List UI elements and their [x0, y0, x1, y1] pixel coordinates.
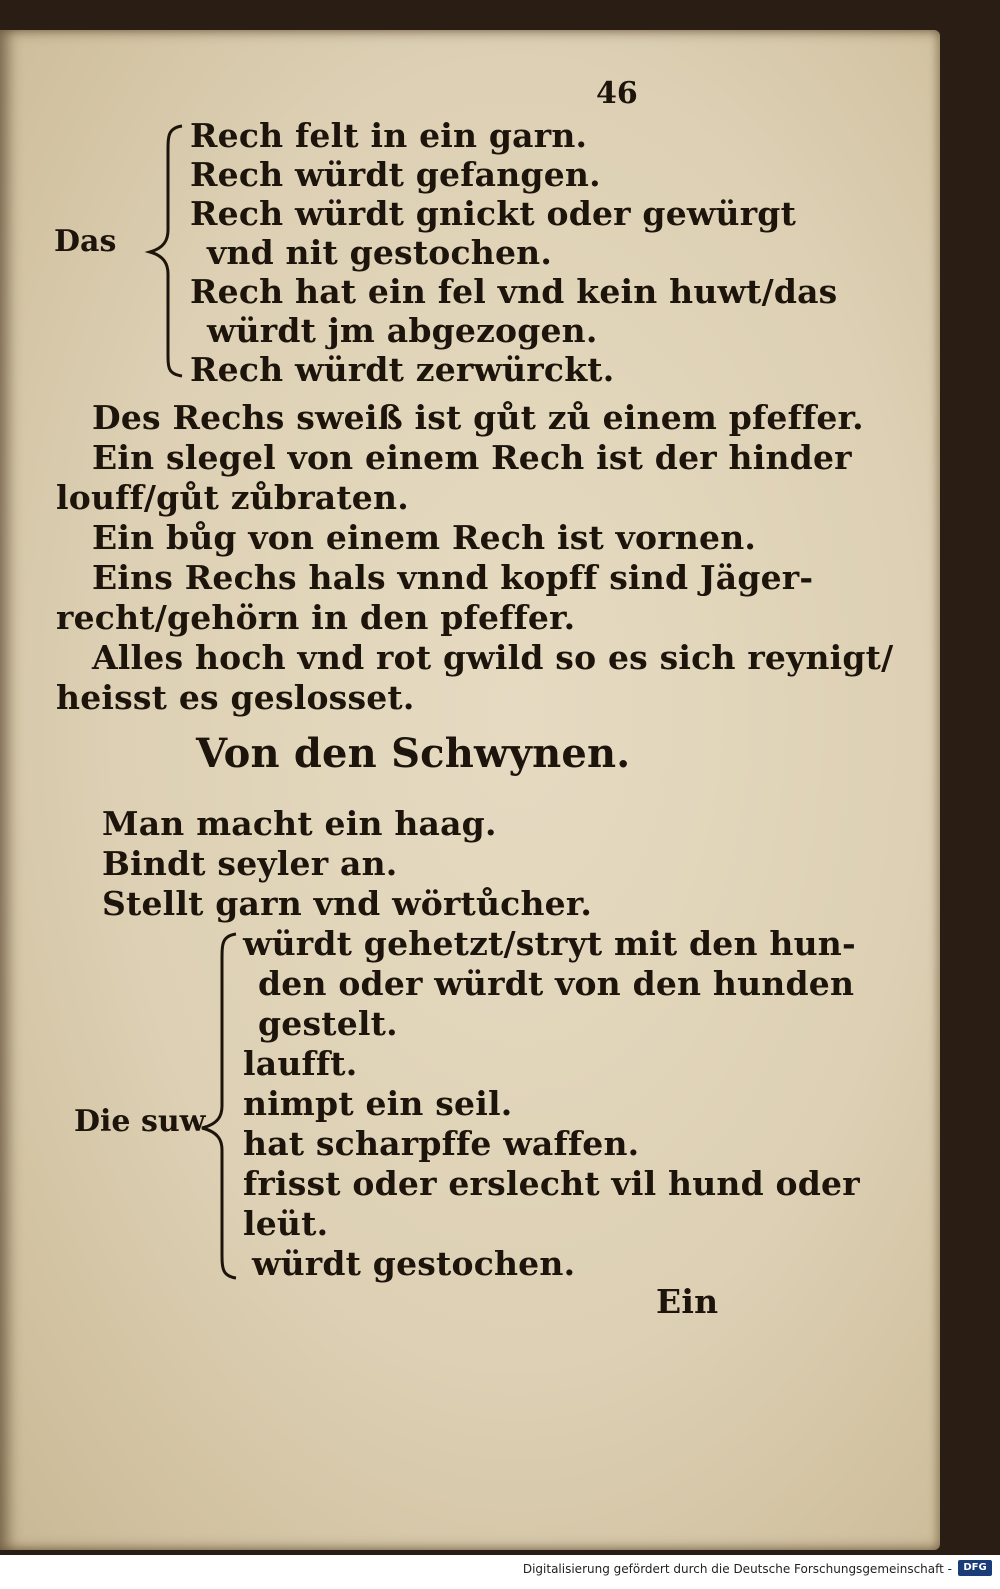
- block1-item: Rech hat ein fel vnd kein huwt/das: [190, 272, 838, 311]
- block2-item: laufft.: [243, 1044, 358, 1083]
- paragraph-line: Ein bůg von einem Rech ist vornen.: [92, 518, 757, 557]
- block1-item: vnd nit gestochen.: [207, 233, 553, 272]
- block2-item: den oder würdt von den hunden: [258, 964, 855, 1003]
- list-item: Bindt seyler an.: [102, 844, 398, 883]
- block2-item: gestelt.: [258, 1004, 398, 1043]
- block2-item: frisst oder erslecht vil hund oder: [243, 1164, 860, 1203]
- list-item: Stellt garn vnd wörtůcher.: [102, 884, 593, 923]
- block2-item: würdt gehetzt/stryt mit den hun-: [243, 924, 856, 963]
- dfg-logo: DFG: [958, 1560, 992, 1576]
- block2-item: nimpt ein seil.: [243, 1084, 513, 1123]
- block2-item: hat scharpffe waffen.: [243, 1124, 640, 1163]
- section-heading: Von den Schwynen.: [196, 730, 631, 777]
- block2-item: würdt gestochen.: [252, 1244, 576, 1283]
- block1-brace: [140, 122, 190, 380]
- block1-item: Rech würdt zerwürckt.: [190, 350, 615, 389]
- list-item: Man macht ein haag.: [102, 804, 497, 843]
- paragraph-line: recht/gehörn in den pfeffer.: [56, 598, 576, 637]
- block1-item: Rech würdt gnickt oder gewürgt: [190, 194, 797, 233]
- footer-credit: Digitalisierung gefördert durch die Deutsche Forschungsgemeinschaft -: [522, 1562, 952, 1576]
- footer-bar: [0, 1555, 1000, 1589]
- block1-item: Rech würdt gefangen.: [190, 155, 601, 194]
- block2-label: Die suw: [74, 1104, 206, 1139]
- paragraph-line: Eins Rechs hals vnnd kopff sind Jäger-: [92, 558, 814, 597]
- catchword: Ein: [656, 1282, 719, 1321]
- paragraph-line: Ein slegel von einem Rech ist der hinder: [92, 438, 852, 477]
- paragraph-line: Des Rechs sweiß ist gůt zů einem pfeffer.: [92, 398, 864, 437]
- block1-item: würdt jm abgezogen.: [207, 311, 598, 350]
- paragraph-line: heisst es geslosset.: [56, 678, 415, 717]
- page-number: 46: [596, 76, 638, 111]
- paragraph-line: Alles hoch vnd rot gwild so es sich reynigt/: [92, 638, 894, 677]
- block1-label: Das: [54, 224, 117, 259]
- paragraph-line: louff/gůt zůbraten.: [56, 478, 409, 517]
- block2-brace: [196, 930, 242, 1282]
- block2-item: leüt.: [243, 1204, 329, 1243]
- block1-item: Rech felt in ein garn.: [190, 116, 588, 155]
